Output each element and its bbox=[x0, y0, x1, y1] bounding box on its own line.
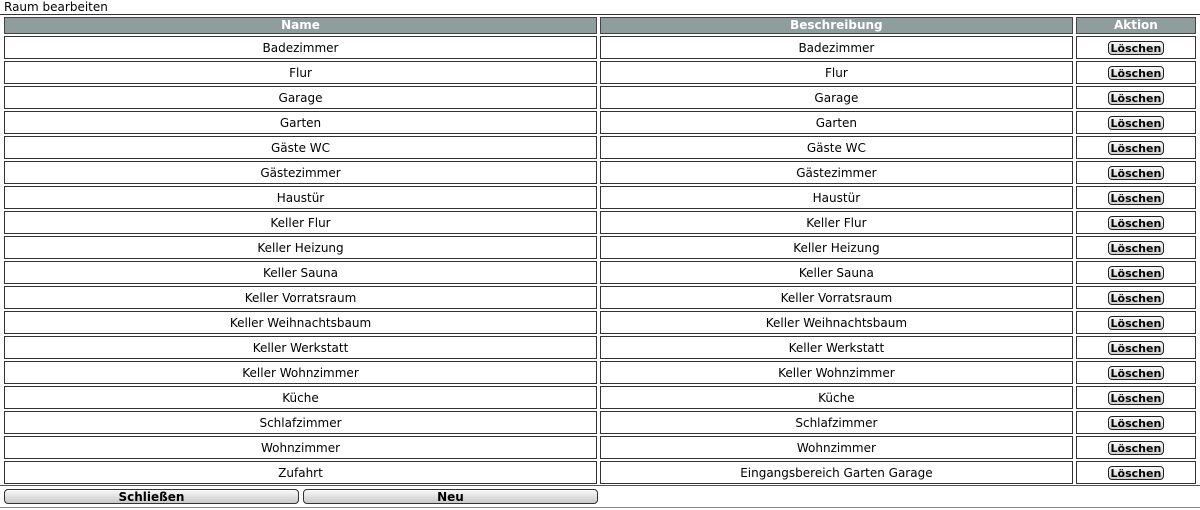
room-action-cell bbox=[1076, 161, 1196, 184]
room-description-cell: Küche bbox=[600, 386, 1073, 409]
table-row bbox=[4, 111, 1196, 134]
room-name-cell: Schlafzimmer bbox=[4, 411, 597, 434]
table-row bbox=[4, 86, 1196, 109]
room-name-cell: Badezimmer bbox=[4, 36, 597, 59]
room-action-cell bbox=[1076, 461, 1196, 484]
table-row bbox=[4, 61, 1196, 84]
room-description-cell: Keller Heizung bbox=[600, 236, 1073, 259]
room-action-cell bbox=[1076, 361, 1196, 384]
room-action-cell bbox=[1076, 386, 1196, 409]
delete-button[interactable]: Löschen bbox=[1108, 466, 1165, 480]
room-description-cell: Keller Vorratsraum bbox=[600, 286, 1073, 309]
room-description-cell: Wohnzimmer bbox=[600, 436, 1073, 459]
table-row bbox=[4, 236, 1196, 259]
room-name-cell: Keller Flur bbox=[4, 211, 597, 234]
delete-button[interactable]: Löschen bbox=[1108, 241, 1165, 255]
table-row bbox=[4, 336, 1196, 359]
room-action-cell bbox=[1076, 236, 1196, 259]
room-action-cell bbox=[1076, 311, 1196, 334]
room-name-cell: Garten bbox=[4, 111, 597, 134]
delete-button[interactable]: Löschen bbox=[1108, 166, 1165, 180]
delete-button[interactable]: Löschen bbox=[1108, 291, 1165, 305]
delete-button[interactable]: Löschen bbox=[1108, 66, 1165, 80]
room-name-cell: Gäste WC bbox=[4, 136, 597, 159]
room-description-cell: Keller Flur bbox=[600, 211, 1073, 234]
room-action-cell bbox=[1076, 111, 1196, 134]
table-row bbox=[4, 386, 1196, 409]
room-name-cell: Haustür bbox=[4, 186, 597, 209]
delete-button[interactable]: Löschen bbox=[1108, 216, 1165, 230]
delete-button[interactable]: Löschen bbox=[1108, 416, 1165, 430]
room-name-cell: Keller Weihnachtsbaum bbox=[4, 311, 597, 334]
room-action-cell bbox=[1076, 436, 1196, 459]
table-row bbox=[4, 136, 1196, 159]
room-description-cell: Gästezimmer bbox=[600, 161, 1073, 184]
delete-button[interactable]: Löschen bbox=[1108, 266, 1165, 280]
room-action-cell bbox=[1076, 61, 1196, 84]
room-name-cell: Wohnzimmer bbox=[4, 436, 597, 459]
room-name-cell: Küche bbox=[4, 386, 597, 409]
rooms-table bbox=[1, 15, 1199, 486]
room-name-cell: Garage bbox=[4, 86, 597, 109]
delete-button[interactable]: Löschen bbox=[1108, 316, 1165, 330]
delete-button[interactable]: Löschen bbox=[1108, 191, 1165, 205]
room-name-cell: Keller Sauna bbox=[4, 261, 597, 284]
close-button[interactable]: Schließen bbox=[4, 489, 299, 504]
table-row bbox=[4, 211, 1196, 234]
table-row bbox=[4, 436, 1196, 459]
delete-button[interactable]: Löschen bbox=[1108, 441, 1165, 455]
room-action-cell bbox=[1076, 36, 1196, 59]
table-row bbox=[4, 286, 1196, 309]
column-header-description: Beschreibung bbox=[600, 17, 1073, 34]
column-header-name: Name bbox=[4, 17, 597, 34]
table-row bbox=[4, 36, 1196, 59]
delete-button[interactable]: Löschen bbox=[1108, 141, 1165, 155]
delete-button[interactable]: Löschen bbox=[1108, 391, 1165, 405]
new-button[interactable]: Neu bbox=[303, 489, 598, 504]
delete-button[interactable]: Löschen bbox=[1108, 341, 1165, 355]
table-row bbox=[4, 186, 1196, 209]
room-name-cell: Flur bbox=[4, 61, 597, 84]
delete-button[interactable]: Löschen bbox=[1108, 91, 1165, 105]
room-action-cell bbox=[1076, 211, 1196, 234]
room-description-cell: Garage bbox=[600, 86, 1073, 109]
room-description-cell: Badezimmer bbox=[600, 36, 1073, 59]
footer-bar bbox=[0, 485, 1200, 510]
room-action-cell bbox=[1076, 261, 1196, 284]
delete-button[interactable]: Löschen bbox=[1108, 366, 1165, 380]
room-name-cell: Zufahrt bbox=[4, 461, 597, 484]
delete-button[interactable]: Löschen bbox=[1108, 116, 1165, 130]
room-action-cell bbox=[1076, 336, 1196, 359]
table-header-row bbox=[4, 17, 1196, 34]
room-description-cell: Garten bbox=[600, 111, 1073, 134]
room-action-cell bbox=[1076, 286, 1196, 309]
room-description-cell: Haustür bbox=[600, 186, 1073, 209]
room-name-cell: Gästezimmer bbox=[4, 161, 597, 184]
room-description-cell: Schlafzimmer bbox=[600, 411, 1073, 434]
room-name-cell: Keller Vorratsraum bbox=[4, 286, 597, 309]
delete-button[interactable]: Löschen bbox=[1108, 41, 1165, 55]
room-action-cell bbox=[1076, 136, 1196, 159]
room-action-cell bbox=[1076, 86, 1196, 109]
room-description-cell: Eingangsbereich Garten Garage bbox=[600, 461, 1073, 484]
window-title: Raum bearbeiten bbox=[0, 0, 1200, 15]
room-description-cell: Flur bbox=[600, 61, 1073, 84]
room-name-cell: Keller Werkstatt bbox=[4, 336, 597, 359]
room-name-cell: Keller Wohnzimmer bbox=[4, 361, 597, 384]
table-row bbox=[4, 311, 1196, 334]
table-row bbox=[4, 161, 1196, 184]
room-action-cell bbox=[1076, 186, 1196, 209]
table-row bbox=[4, 411, 1196, 434]
table-row bbox=[4, 361, 1196, 384]
table-row bbox=[4, 461, 1196, 484]
room-name-cell: Keller Heizung bbox=[4, 236, 597, 259]
room-description-cell: Keller Weihnachtsbaum bbox=[600, 311, 1073, 334]
column-header-action: Aktion bbox=[1076, 17, 1196, 34]
room-description-cell: Keller Wohnzimmer bbox=[600, 361, 1073, 384]
room-description-cell: Keller Sauna bbox=[600, 261, 1073, 284]
room-action-cell bbox=[1076, 411, 1196, 434]
room-description-cell: Gäste WC bbox=[600, 136, 1073, 159]
room-description-cell: Keller Werkstatt bbox=[600, 336, 1073, 359]
table-row bbox=[4, 261, 1196, 284]
